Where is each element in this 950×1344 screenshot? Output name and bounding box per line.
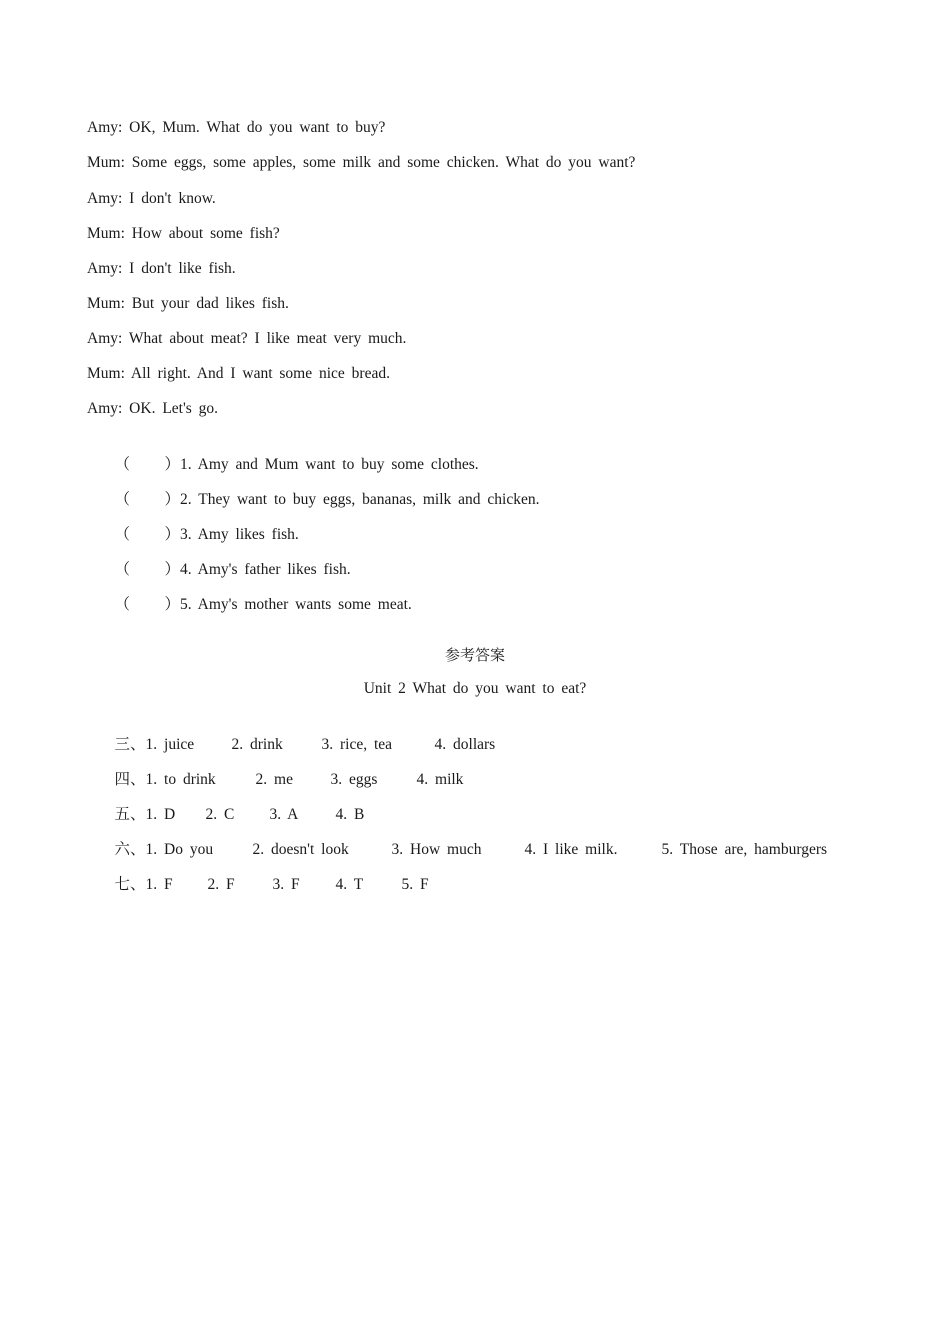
- answer-item: 3. rice, tea: [321, 736, 393, 753]
- answer-paren-close: ）: [164, 526, 181, 543]
- dialogue-line: Amy: I don't like fish.: [87, 260, 236, 277]
- answer-row-label: 六、: [114, 841, 146, 858]
- answer-item: 4. dollars: [434, 736, 496, 753]
- answer-item: 3. F: [272, 876, 300, 893]
- answer-item: 3. How much: [391, 841, 482, 858]
- answer-item: 2. F: [207, 876, 235, 893]
- answer-item: 4. I like milk.: [524, 841, 618, 858]
- answer-item: 2. C: [205, 806, 235, 823]
- answer-row-label: 三、: [114, 736, 146, 753]
- answer-item: 4. milk: [416, 771, 464, 788]
- question-text: 5. Amy's mother wants some meat.: [180, 596, 412, 613]
- answer-item: 2. me: [255, 771, 293, 788]
- answer-paren-open: （: [114, 491, 131, 508]
- dialogue-line: Amy: OK. Let's go.: [87, 400, 219, 417]
- question-text: 3. Amy likes fish.: [180, 526, 299, 543]
- answer-item: 5. Those are, hamburgers: [661, 841, 828, 858]
- answer-paren-open: （: [114, 526, 131, 543]
- answer-key-heading: 参考答案: [444, 646, 505, 664]
- answer-paren-close: ）: [164, 456, 181, 473]
- answer-item: 5. F: [401, 876, 429, 893]
- answer-item: 1. F: [145, 876, 173, 893]
- answer-item: 3. A: [269, 806, 299, 823]
- answer-item: 3. eggs: [330, 771, 378, 788]
- answer-item: 1. to drink: [145, 771, 216, 788]
- dialogue-line: Mum: Some eggs, some apples, some milk and some chicken. What do you want?: [87, 154, 636, 171]
- dialogue-line: Mum: How about some fish?: [87, 225, 280, 242]
- dialogue-line: Amy: What about meat? I like meat very much.: [87, 330, 407, 347]
- dialogue-line: Mum: But your dad likes fish.: [87, 295, 289, 312]
- answer-paren-close: ）: [164, 491, 181, 508]
- unit-title: Unit 2 What do you want to eat?: [363, 680, 587, 697]
- answer-paren-close: ）: [164, 561, 181, 578]
- answer-item: 2. drink: [231, 736, 283, 753]
- answer-paren-open: （: [114, 561, 131, 578]
- answer-row-label: 五、: [114, 806, 146, 823]
- answer-paren-close: ）: [164, 596, 181, 613]
- question-text: 1. Amy and Mum want to buy some clothes.: [180, 456, 479, 473]
- dialogue-line: Amy: I don't know.: [87, 190, 216, 207]
- answer-paren-open: （: [114, 596, 131, 613]
- dialogue-line: Mum: All right. And I want some nice bread.: [87, 365, 390, 382]
- answer-item: 1. juice: [145, 736, 195, 753]
- answer-paren-open: （: [114, 456, 131, 473]
- answer-item: 4. B: [335, 806, 365, 823]
- answer-item: 2. doesn't look: [252, 841, 349, 858]
- answer-row-label: 四、: [114, 771, 146, 788]
- dialogue-line: Amy: OK, Mum. What do you want to buy?: [87, 119, 386, 136]
- question-text: 2. They want to buy eggs, bananas, milk and chicken.: [180, 491, 540, 508]
- answer-item: 4. T: [335, 876, 364, 893]
- question-item: [87, 575, 412, 635]
- answer-item: 1. D: [145, 806, 176, 823]
- answer-item: 1. Do you: [145, 841, 214, 858]
- answer-row-label: 七、: [114, 876, 146, 893]
- answer-row: [87, 855, 429, 915]
- question-text: 4. Amy's father likes fish.: [180, 561, 351, 578]
